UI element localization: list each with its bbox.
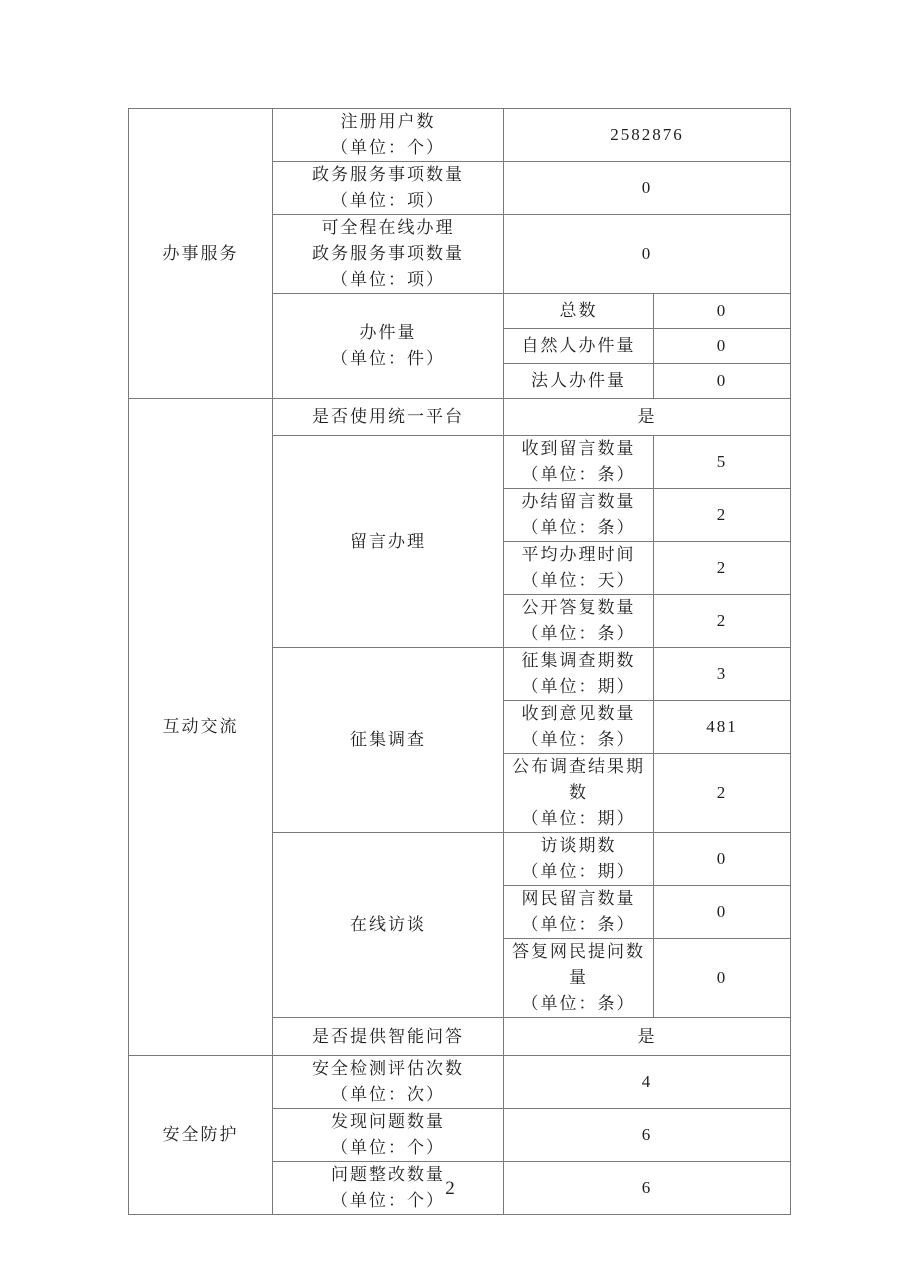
metric-value: 0 — [504, 162, 791, 215]
sub-metric-label: 访谈期数 （单位：期） — [504, 833, 654, 886]
sub-metric-label: 答复网民提问数量 （单位：条） — [504, 939, 654, 1018]
table-row — [129, 399, 791, 436]
metric-value: 是 — [504, 399, 791, 436]
table-row — [129, 109, 791, 162]
metric-value: 0 — [654, 886, 791, 939]
group-label: 办件量 （单位：件） — [273, 294, 504, 399]
metric-value: 2 — [654, 595, 791, 648]
metric-label: 问题整改数量 （单位：个） — [273, 1162, 504, 1215]
metric-label: 政务服务事项数量 （单位：项） — [273, 162, 504, 215]
report-table — [128, 108, 791, 1215]
metric-value: 0 — [654, 329, 791, 364]
table-row — [129, 1056, 791, 1109]
metric-label: 是否提供智能问答 — [273, 1018, 504, 1056]
metric-value: 4 — [504, 1056, 791, 1109]
metric-label: 发现问题数量 （单位：个） — [273, 1109, 504, 1162]
metric-label: 安全检测评估次数 （单位：次） — [273, 1056, 504, 1109]
sub-metric-label: 办结留言数量 （单位：条） — [504, 489, 654, 542]
sub-metric-label: 自然人办件量 — [504, 329, 654, 364]
category-cell — [129, 109, 273, 399]
metric-value: 2 — [654, 489, 791, 542]
metric-value: 5 — [654, 436, 791, 489]
metric-value: 2 — [654, 754, 791, 833]
category-label: 办事服务 — [162, 243, 239, 263]
metric-value: 6 — [504, 1109, 791, 1162]
metric-value: 2 — [654, 542, 791, 595]
metric-label: 是否使用统一平台 — [273, 399, 504, 436]
metric-value: 0 — [654, 939, 791, 1018]
metric-value: 0 — [654, 294, 791, 329]
metric-value: 481 — [654, 701, 791, 754]
page-number: 2 — [445, 1178, 455, 1199]
sub-metric-label: 收到留言数量 （单位：条） — [504, 436, 654, 489]
group-label: 征集调查 — [273, 648, 504, 833]
metric-value: 是 — [504, 1018, 791, 1056]
sub-metric-label: 公布调查结果期数 （单位：期） — [504, 754, 654, 833]
category-cell — [129, 399, 273, 1056]
metric-value: 0 — [504, 215, 791, 294]
metric-value: 0 — [654, 833, 791, 886]
category-label: 互动交流 — [162, 717, 239, 736]
metric-value: 6 — [504, 1162, 791, 1215]
metric-label: 注册用户数 （单位：个） — [273, 109, 504, 162]
category-label: 安全防护 — [162, 1125, 239, 1144]
sub-metric-label: 征集调查期数 （单位：期） — [504, 648, 654, 701]
metric-value: 2582876 — [504, 109, 791, 162]
group-label: 在线访谈 — [273, 833, 504, 1018]
sub-metric-label: 法人办件量 — [504, 364, 654, 399]
sub-metric-label: 平均办理时间 （单位：天） — [504, 542, 654, 595]
metric-label: 可全程在线办理 政务服务事项数量 （单位：项） — [273, 215, 504, 294]
metric-value: 3 — [654, 648, 791, 701]
sub-metric-label: 公开答复数量 （单位：条） — [504, 595, 654, 648]
group-label: 留言办理 — [273, 436, 504, 648]
sub-metric-label: 总数 — [504, 294, 654, 329]
metric-value: 0 — [654, 364, 791, 399]
sub-metric-label: 收到意见数量 （单位：条） — [504, 701, 654, 754]
sub-metric-label: 网民留言数量 （单位：条） — [504, 886, 654, 939]
